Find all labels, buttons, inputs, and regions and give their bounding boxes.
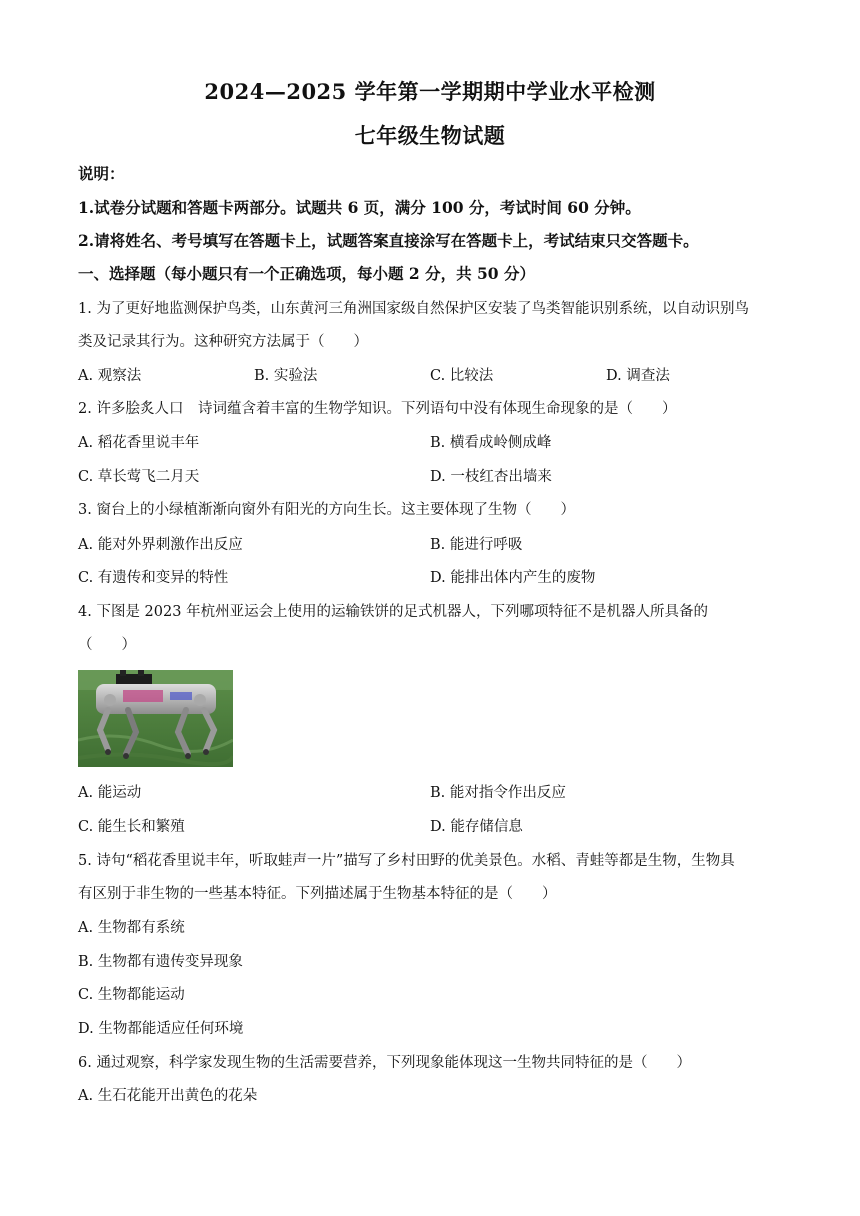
question-2-line-1: 2. 许多脍炙人口 诗词蕴含着丰富的生物学知识。下列语句中没有体现生命现象的是（ ） [78, 401, 677, 417]
question-5-option-a: A. 生物都有系统 [78, 920, 185, 936]
instruction-item-2: 2.请将姓名、考号填写在答题卡上，试题答案直接涂写在答题卡上，考试结束只交答题卡。 [78, 231, 699, 250]
question-1-option-c: C. 比较法 [430, 368, 494, 384]
question-5-line-2: 有区别于非生物的一些基本特征。下列描述属于生物基本特征的是（ ） [78, 886, 557, 902]
question-1-option-d: D. 调查法 [606, 368, 670, 384]
question-6-option-a: A. 生石花能开出黄色的花朵 [78, 1088, 258, 1104]
question-3-option-a: A. 能对外界刺激作出反应 [78, 537, 243, 553]
robot-dog-photo [78, 670, 233, 767]
question-1-option-b: B. 实验法 [254, 368, 318, 384]
question-2-option-b: B. 横看成岭侧成峰 [430, 435, 552, 451]
instructions-label: 说明： [78, 164, 125, 183]
question-5-option-c: C. 生物都能运动 [78, 987, 185, 1003]
question-6-line-1: 6. 通过观察，科学家发现生物的生活需要营养，下列现象能体现这一生物共同特征的是（ ） [78, 1055, 691, 1071]
question-4-line-2: （ ） [78, 637, 136, 653]
question-4-option-b: B. 能对指令作出反应 [430, 785, 566, 801]
question-2-option-d: D. 一枝红杏出墙来 [430, 469, 552, 485]
question-2-option-a: A. 稻花香里说丰年 [78, 435, 200, 451]
question-2-option-c: C. 草长莺飞二月天 [78, 469, 200, 485]
question-1-option-a: A. 观察法 [78, 368, 142, 384]
question-3-option-c: C. 有遗传和变异的特性 [78, 570, 229, 586]
question-5-option-d: D. 生物都能适应任何环境 [78, 1021, 244, 1037]
question-4-option-a: A. 能运动 [78, 785, 142, 801]
question-4-option-c: C. 能生长和繁殖 [78, 819, 185, 835]
question-4-line-1: 4. 下图是 2023 年杭州亚运会上使用的运输铁饼的足式机器人，下列哪项特征不是机器人所具备的 [78, 604, 709, 620]
question-1-line-2: 类及记录其行为。这种研究方法属于（ ） [78, 334, 368, 350]
question-4-option-d: D. 能存储信息 [430, 819, 523, 835]
question-5-option-b: B. 生物都有遗传变异现象 [78, 954, 243, 970]
exam-subtitle: 七年级生物试题 [354, 123, 506, 148]
question-3-line-1: 3. 窗台上的小绿植渐渐向窗外有阳光的方向生长。这主要体现了生物（ ） [78, 502, 575, 518]
instruction-item-1: 1.试卷分试题和答题卡两部分。试题共 6 页，满分 100 分，考试时间 60 分钟。 [78, 198, 641, 217]
question-1-line-1: 1. 为了更好地监测保护鸟类，山东黄河三角洲国家级自然保护区安装了鸟类智能识别系统，以自动识别鸟 [78, 301, 749, 317]
exam-title: 2024—2025 学年第一学期期中学业水平检测 [204, 79, 656, 104]
question-3-option-d: D. 能排出体内产生的废物 [430, 570, 596, 586]
section-heading: 一、选择题（每小题只有一个正确选项，每小题 2 分，共 50 分） [78, 264, 535, 283]
question-3-option-b: B. 能进行呼吸 [430, 537, 523, 553]
question-5-line-1: 5. 诗句“稻花香里说丰年，听取蛙声一片”描写了乡村田野的优美景色。水稻、青蛙等都是生物，生物具 [78, 853, 735, 869]
